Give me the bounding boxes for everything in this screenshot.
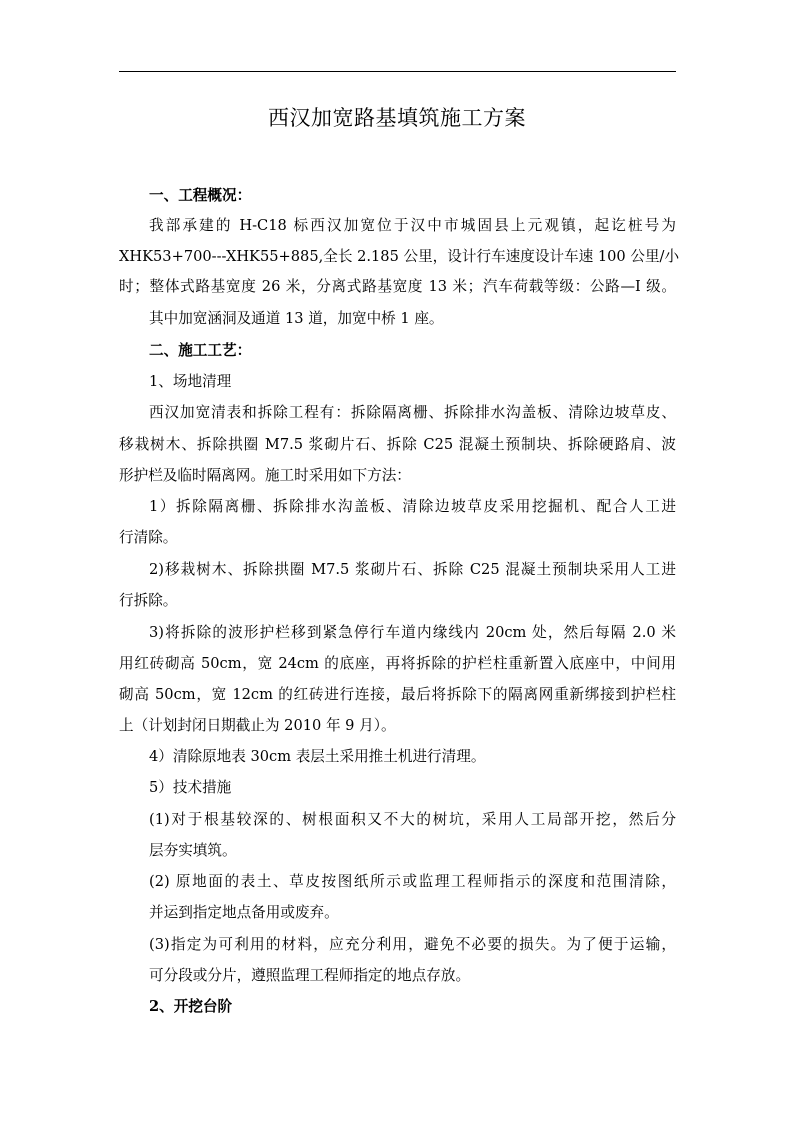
list-item-line: 1）拆除隔离栅、拆除排水沟盖板、清除边坡草皮采用挖掘机、配合人工进 (149, 498, 676, 515)
section-heading: 一、工程概况： (149, 187, 252, 204)
section-heading: 二、施工工艺： (149, 342, 252, 359)
list-item-line: (1)对于根基较深的、树根面积又不大的树坑，采用人工局部开挖，然后分 (149, 811, 676, 828)
subsection-heading: 2、开挖台阶 (149, 998, 233, 1015)
list-item-line: 可分段或分片，遵照监理工程师指定的地点存放。 (149, 967, 471, 984)
list-item-line: 用红砖砌高 50cm，宽 24cm 的底座，再将拆除的护栏柱重新置入底座中，中间用 (119, 655, 676, 672)
paragraph-line: 我部承建的 H-C18 标西汉加宽位于汉中市城固县上元观镇，起讫桩号为 (149, 217, 676, 234)
list-item-line: 上（计划封闭日期截止为 2010 年 9 月）。 (119, 717, 396, 734)
list-item-line: 层夯实填筑。 (149, 842, 237, 859)
list-item-line: 3)将拆除的波形护栏移到紧急停行车道内缘线内 20cm 处，然后每隔 2.0 米 (149, 624, 676, 641)
paragraph-line: 西汉加宽清表和拆除工程有：拆除隔离栅、拆除排水沟盖板、清除边坡草皮、 (149, 404, 676, 421)
list-item-line: 4）清除原地表 30cm 表层土采用推土机进行清理。 (149, 748, 486, 765)
paragraph-line: 时；整体式路基宽度 26 米，分离式路基宽度 13 米；汽车荷载等级：公路—I 级。 (119, 278, 676, 295)
document-title: 西汉加宽路基填筑施工方案 (268, 106, 526, 130)
header-rule (119, 71, 676, 72)
list-item-line: 行拆除。 (119, 592, 178, 609)
list-item-line: 砌高 50cm，宽 12cm 的红砖进行连接，最后将拆除下的隔离网重新绑接到护栏柱 (119, 686, 676, 703)
list-item-line: 行清除。 (119, 529, 178, 546)
list-item-line: (2) 原地面的表土、草皮按图纸所示或监理工程师指示的深度和范围清除， (149, 873, 676, 890)
list-item-line: 2)移栽树木、拆除拱圈 M7.5 浆砌片石、拆除 C25 混凝土预制块采用人工进 (149, 561, 676, 578)
paragraph-line: 形护栏及临时隔离网。施工时采用如下方法： (119, 467, 411, 484)
list-item-line: (3)指定为可利用的材料，应充分利用，避免不必要的损失。为了便于运输， (149, 936, 676, 953)
paragraph-line: 移栽树木、拆除拱圈 M7.5 浆砌片石、拆除 C25 混凝土预制块、拆除硬路肩、波 (119, 436, 676, 453)
list-item-line: 并运到指定地点备用或废弃。 (149, 904, 339, 921)
paragraph-line: XHK53+700---XHK55+885,全长 2.185 公里，设计行车速度设计车速 100 公里/小 (119, 248, 680, 265)
paragraph-line: 其中加宽涵洞及通道 13 道，加宽中桥 1 座。 (149, 310, 444, 327)
list-item-line: 5）技术措施 (149, 779, 232, 796)
subsection-heading: 1、场地清理 (149, 373, 232, 390)
